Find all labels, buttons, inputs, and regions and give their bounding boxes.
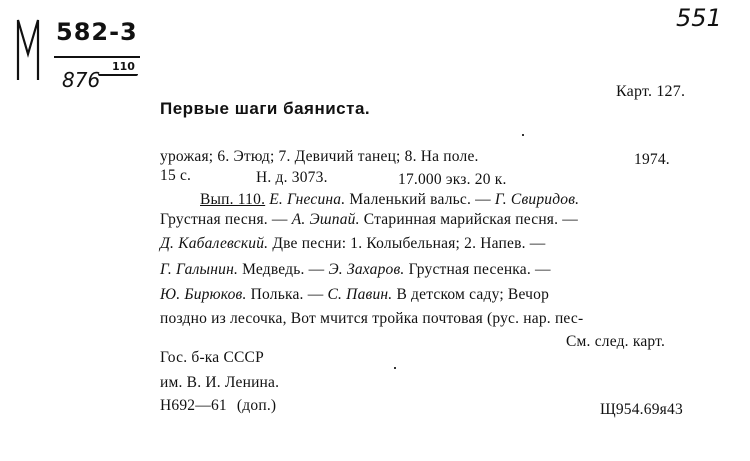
composer: Ю. Бирюков. [160, 286, 247, 303]
card-code-note: (доп.) [236, 397, 277, 414]
contents-line-5 [160, 236, 545, 252]
issue-number: Вып. 110. [200, 191, 266, 208]
composer: А. Эшпай. [291, 211, 360, 228]
print-run-price: 17.000 экз. 20 к. [398, 171, 507, 188]
composer: Г. Галынин. [160, 261, 239, 278]
piece-title: Грустная песня. — [160, 211, 288, 228]
see-next-card: См. след. карт. [566, 333, 666, 350]
piece-title: В детском саду; Вечор [396, 286, 550, 303]
page-title: Первые шаги баяниста. [160, 99, 371, 118]
piece-title: Старинная марийская песня. — [363, 211, 578, 228]
card-label: Карт. 127. [616, 83, 686, 100]
contents-line-1: урожая; 6. Этюд; 7. Девичий танец; 8. На поле. [160, 148, 479, 165]
card-code [160, 398, 276, 414]
contents-line-4 [160, 212, 578, 228]
composer: Э. Захаров. [328, 261, 405, 278]
piece-title: Полька. — [250, 286, 324, 303]
library-name: Гос. б-ка СССР [160, 349, 264, 366]
call-number-superscript: 110 [112, 60, 135, 73]
call-number-top: 582-3 [56, 18, 138, 46]
publisher-number: Н. д. 3073. [256, 169, 328, 186]
contents-line-6 [160, 262, 551, 278]
speck [522, 134, 524, 136]
contents-line-7 [160, 287, 549, 303]
composer: Е. Гнесина. [269, 191, 346, 208]
piece-title: Две песни: 1. Колыбельная; 2. Напев. — [272, 235, 546, 252]
piece-title: Медведь. — [242, 261, 325, 278]
speck [394, 367, 396, 369]
card-code-number: Н692—61 [160, 397, 227, 414]
piece-title: Грустная песенка. — [408, 261, 551, 278]
classification-code: Щ954.69я43 [600, 401, 683, 418]
composer: Д. Кабалевский. [160, 235, 269, 252]
publication-year: 1974. [634, 151, 670, 168]
inventory-number: 551 [676, 4, 722, 32]
contents-line-8: поздно из лесочка, Вот мчится тройка почтовая (рус. нар. пес- [160, 310, 584, 327]
call-number-divider [54, 56, 140, 58]
page-count: 15 с. [160, 167, 192, 184]
contents-line-3 [200, 192, 579, 208]
library-name-2: им. В. И. Ленина. [160, 374, 280, 391]
composer: С. Павин. [327, 286, 393, 303]
piece-title: Маленький вальс. — [349, 191, 491, 208]
call-number-bottom: 876 [62, 68, 101, 92]
call-number-underline [98, 74, 138, 76]
call-number-bracket-icon [12, 14, 48, 86]
composer: Г. Свиридов. [494, 191, 580, 208]
